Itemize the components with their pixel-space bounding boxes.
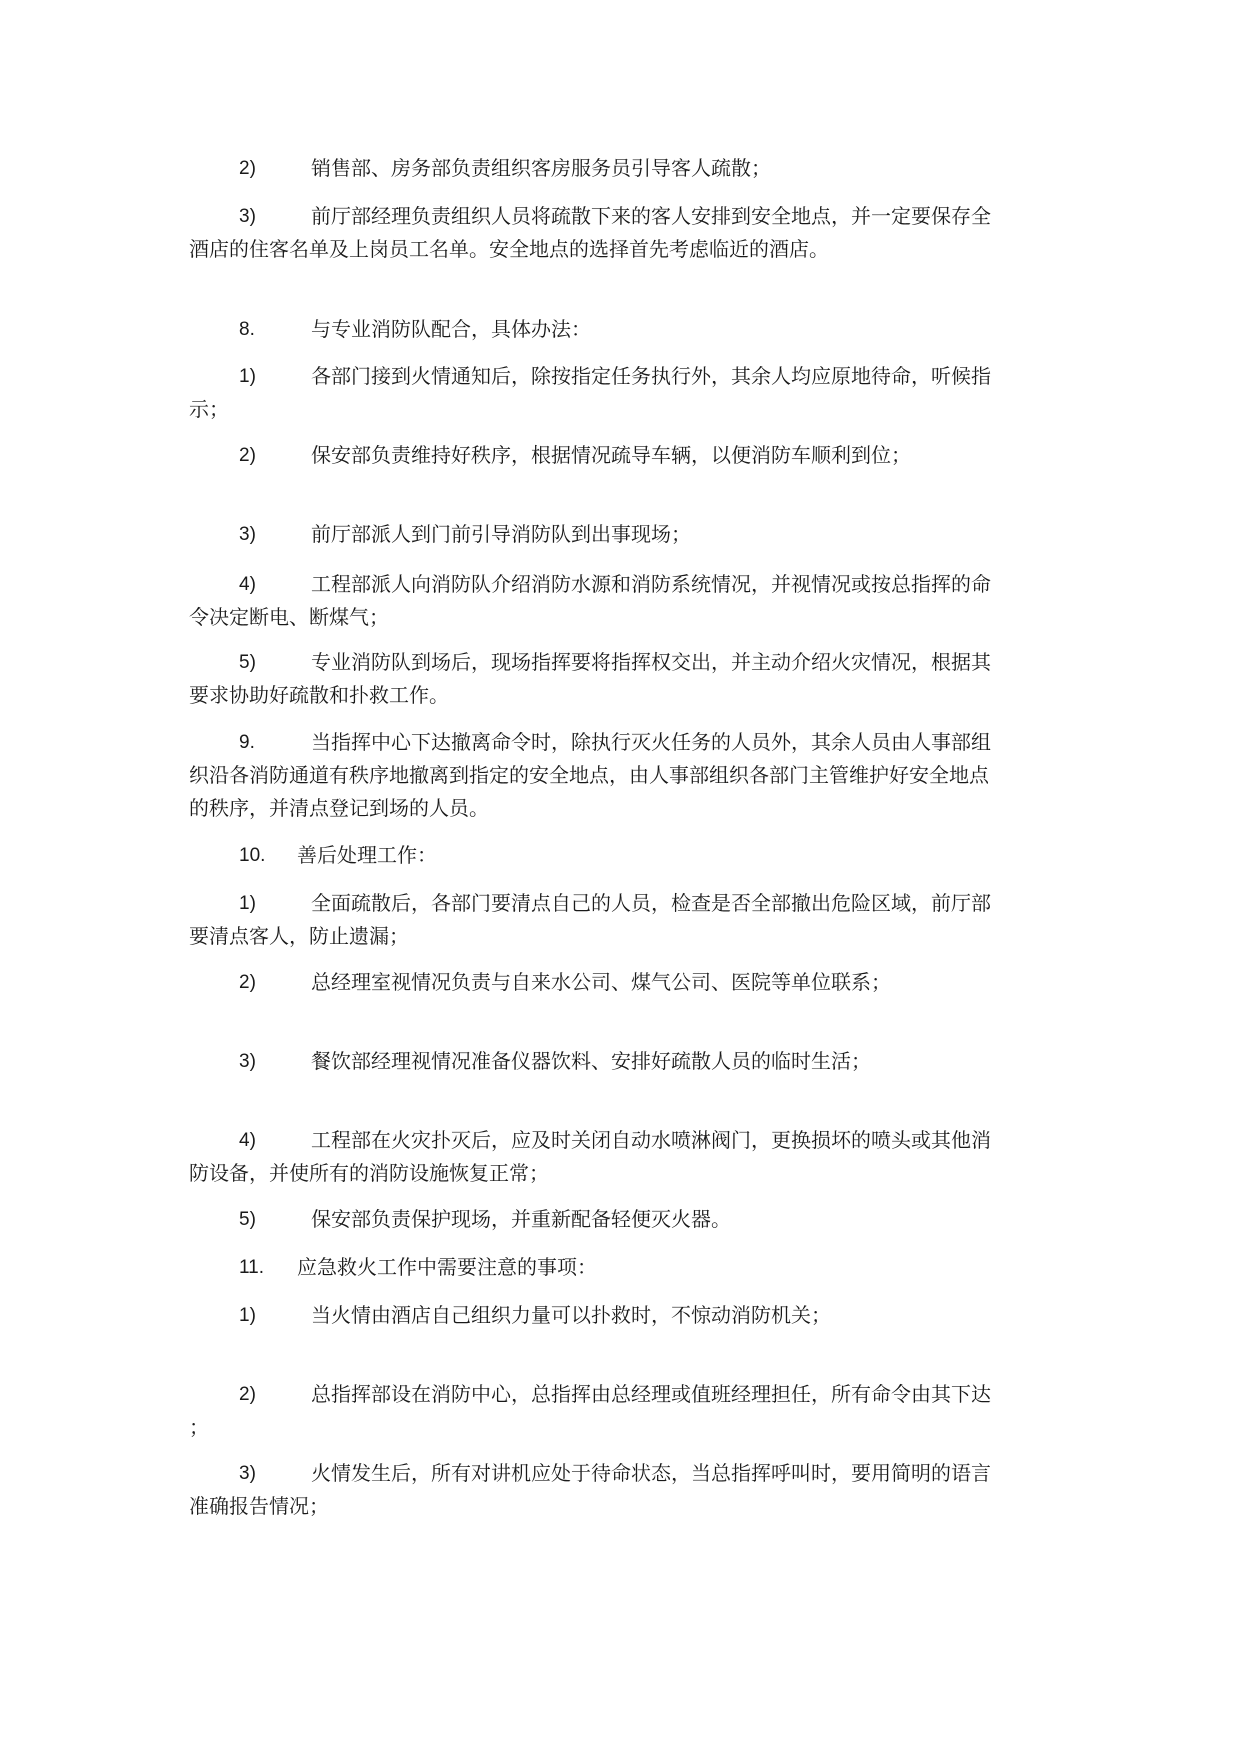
paragraph-line: 保安部负责维持好秩序，根据情况疏导车辆，以便消防车顺利到位； — [311, 443, 911, 467]
paragraph-line: 工程部在火灾扑灭后，应及时关闭自动水喷淋阀门，更换损坏的喷头或其他消 — [311, 1128, 991, 1152]
paragraph-line: 织沿各消防通道有秩序地撤离到指定的安全地点，由人事部组织各部门主管维护好安全地点 — [189, 763, 989, 787]
item-number: 3) — [239, 1463, 256, 1484]
paragraph-line: 令决定断电、断煤气； — [189, 605, 389, 629]
paragraph — [189, 360, 1059, 426]
paragraph-line: 酒店的住客名单及上岗员工名单。安全地点的选择首先考虑临近的酒店。 — [189, 237, 829, 261]
paragraph — [189, 646, 1059, 712]
item-number: 1) — [239, 893, 256, 914]
paragraph — [189, 313, 1059, 346]
paragraph-line: 各部门接到火情通知后，除按指定任务执行外，其余人均应原地待命，听候指 — [311, 364, 991, 388]
paragraph — [189, 839, 1059, 872]
paragraph — [189, 966, 1059, 999]
paragraph — [189, 887, 1059, 953]
item-number: 10. — [239, 845, 266, 866]
paragraph-line: ； — [189, 1415, 209, 1439]
paragraph-line: 的秩序，并清点登记到场的人员。 — [189, 796, 489, 820]
item-number: 4) — [239, 574, 256, 595]
item-number: 1) — [239, 1305, 256, 1326]
paragraph-line: 善后处理工作： — [297, 843, 437, 867]
item-number: 2) — [239, 972, 256, 993]
paragraph-line: 前厅部派人到门前引导消防队到出事现场； — [311, 522, 691, 546]
paragraph — [189, 518, 1059, 551]
paragraph-line: 全面疏散后，各部门要清点自己的人员，检查是否全部撤出危险区域，前厅部 — [311, 891, 991, 915]
paragraph — [189, 439, 1059, 472]
paragraph-line: 总经理室视情况负责与自来水公司、煤气公司、医院等单位联系； — [311, 970, 891, 994]
paragraph — [189, 200, 1059, 266]
paragraph-line: 总指挥部设在消防中心，总指挥由总经理或值班经理担任，所有命令由其下达 — [311, 1382, 991, 1406]
paragraph-line: 餐饮部经理视情况准备仪器饮料、安排好疏散人员的临时生活； — [311, 1049, 871, 1073]
paragraph — [189, 1203, 1059, 1236]
item-number: 5) — [239, 652, 256, 673]
paragraph-line: 防设备，并使所有的消防设施恢复正常； — [189, 1161, 549, 1185]
paragraph — [189, 1251, 1059, 1284]
paragraph-line: 销售部、房务部负责组织客房服务员引导客人疏散； — [311, 156, 771, 180]
paragraph — [189, 1124, 1059, 1190]
item-number: 5) — [239, 1209, 256, 1230]
paragraph — [189, 726, 1059, 825]
paragraph-line: 要清点客人，防止遗漏； — [189, 924, 409, 948]
item-number: 4) — [239, 1130, 256, 1151]
paragraph-line: 示； — [189, 397, 229, 421]
paragraph-line: 工程部派人向消防队介绍消防水源和消防系统情况，并视情况或按总指挥的命 — [311, 572, 991, 596]
paragraph — [189, 568, 1059, 634]
paragraph-line: 与专业消防队配合，具体办法： — [311, 317, 591, 341]
paragraph — [189, 1045, 1059, 1078]
item-number: 3) — [239, 524, 256, 545]
paragraph — [189, 1378, 1059, 1444]
paragraph-line: 火情发生后，所有对讲机应处于待命状态，当总指挥呼叫时，要用简明的语言 — [311, 1461, 991, 1485]
item-number: 2) — [239, 158, 256, 179]
paragraph-line: 应急救火工作中需要注意的事项： — [297, 1255, 597, 1279]
paragraph-line: 当指挥中心下达撤离命令时，除执行灭火任务的人员外，其余人员由人事部组 — [311, 730, 991, 754]
item-number: 2) — [239, 1384, 256, 1405]
paragraph-line: 当火情由酒店自己组织力量可以扑救时，不惊动消防机关； — [311, 1303, 831, 1327]
paragraph — [189, 1299, 1059, 1332]
paragraph-line: 前厅部经理负责组织人员将疏散下来的客人安排到安全地点，并一定要保存全 — [311, 204, 991, 228]
item-number: 1) — [239, 366, 256, 387]
item-number: 8. — [239, 319, 255, 340]
item-number: 3) — [239, 1051, 256, 1072]
paragraph — [189, 152, 1059, 185]
paragraph-line: 保安部负责保护现场，并重新配备轻便灭火器。 — [311, 1207, 731, 1231]
item-number: 11. — [239, 1257, 265, 1278]
item-number: 2) — [239, 445, 256, 466]
item-number: 9. — [239, 732, 255, 753]
paragraph-line: 准确报告情况； — [189, 1494, 329, 1518]
paragraph — [189, 1457, 1059, 1523]
paragraph-line: 专业消防队到场后，现场指挥要将指挥权交出，并主动介绍火灾情况，根据其 — [311, 650, 991, 674]
item-number: 3) — [239, 206, 256, 227]
paragraph-line: 要求协助好疏散和扑救工作。 — [189, 683, 449, 707]
